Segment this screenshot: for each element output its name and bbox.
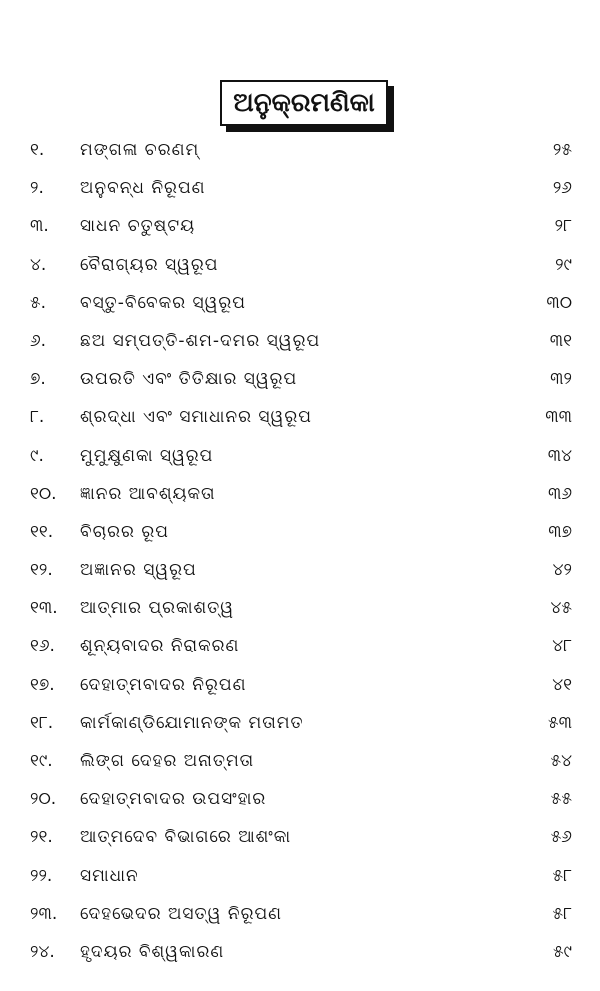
entry-page-number: ୨୮ bbox=[554, 216, 572, 237]
entry-number: ୪. bbox=[30, 254, 47, 275]
entry-page-number: ୩୪ bbox=[547, 445, 572, 466]
entry-title: ଆତ୍ମାର ପ୍ରକାଶତ୍ୱ bbox=[80, 598, 235, 619]
page-title: ଅନୁକ୍ରମଣିକା bbox=[220, 80, 388, 126]
entry-title: ଦେହଭେଦର ଅସତ୍ୱ ନିରୂପଣ bbox=[80, 903, 283, 924]
entry-page-number: ୩୨ bbox=[550, 369, 572, 390]
entry-number: ୧୭. bbox=[30, 674, 55, 695]
entry-title: ଦେହାତ୍ମବାଦର ଉପସଂହାର bbox=[80, 789, 267, 810]
entry-number: ୨୩. bbox=[30, 903, 58, 924]
entry-number: ୧୮. bbox=[30, 712, 54, 733]
toc-entry bbox=[0, 284, 600, 322]
entry-number: ୧୨. bbox=[30, 560, 53, 581]
entry-number: ୧୦. bbox=[30, 483, 57, 504]
title-frame bbox=[220, 80, 388, 126]
toc-entry bbox=[0, 360, 600, 398]
entry-number: ୧୯. bbox=[30, 751, 53, 771]
entry-title: ସାଧନ ଚତୁଷ୍ଟୟ bbox=[80, 216, 196, 237]
entry-number: ୧୩. bbox=[30, 598, 58, 619]
toc-entry bbox=[0, 322, 600, 360]
toc-entry bbox=[0, 398, 600, 436]
entry-page-number: ୪୨ bbox=[552, 560, 572, 581]
toc-entry bbox=[0, 131, 600, 169]
entry-number: ୧୧. bbox=[30, 521, 54, 542]
entry-title: ସମାଧାନ bbox=[80, 865, 139, 886]
entry-page-number: ୫୯ bbox=[552, 941, 572, 962]
entry-title: ଦେହାତ୍ମବାଦର ନିରୂପଣ bbox=[80, 674, 247, 695]
entry-number: ୨୦. bbox=[30, 789, 57, 810]
entry-page-number: ୩୧ bbox=[549, 330, 572, 351]
entry-title: ମଙ୍ଗଳା ଚରଣମ୍ bbox=[80, 140, 200, 160]
entry-number: ୨. bbox=[30, 178, 44, 199]
entry-title: ବସ୍ତୁ-ବିବେକର ସ୍ୱରୂପ bbox=[80, 292, 247, 313]
entry-title: ଅଜ୍ଞାନର ସ୍ୱରୂପ bbox=[80, 560, 197, 581]
entry-number: ୨୨. bbox=[30, 865, 53, 886]
toc-entry bbox=[0, 246, 600, 284]
entry-page-number: ୩୩ bbox=[545, 407, 572, 428]
entry-title: ଲିଙ୍ଗ ଦେହର ଅନାତ୍ମତା bbox=[80, 751, 255, 771]
entry-number: ୧୬. bbox=[30, 636, 55, 657]
entry-number: ୮. bbox=[30, 407, 45, 428]
entry-page-number: ୪୮ bbox=[552, 636, 572, 657]
entry-page-number: ୫୮ bbox=[552, 865, 572, 886]
entry-page-number: ୩୦ bbox=[546, 292, 572, 313]
toc-entry bbox=[0, 704, 600, 742]
entry-page-number: ୫୬ bbox=[550, 827, 572, 848]
toc-entry bbox=[0, 169, 600, 207]
entry-title: ହୃଦୟର ବିଶ୍ୱକାରଣ bbox=[80, 941, 225, 962]
entry-page-number: ୨୯ bbox=[555, 254, 572, 275]
toc-entry bbox=[0, 742, 600, 780]
entry-page-number: ୨୫ bbox=[552, 140, 572, 160]
toc-entry bbox=[0, 627, 600, 665]
entry-page-number: ୫୫ bbox=[550, 789, 572, 810]
entry-number: ୭. bbox=[30, 369, 46, 390]
toc-entry bbox=[0, 589, 600, 627]
toc-entry bbox=[0, 437, 600, 475]
entry-title: ଉପରତି ଏବଂ ତିତିକ୍ଷାର ସ୍ୱରୂପ bbox=[80, 369, 298, 390]
entry-number: ୧. bbox=[30, 140, 45, 160]
entry-title: ଆତ୍ମଦେବ ବିଭାଗରେ ଆଶଂକା bbox=[80, 827, 292, 848]
entry-page-number: ୨୬ bbox=[552, 178, 572, 199]
entry-title: ଛଅ ସମ୍ପତ୍ତି-ଶମ-ଦମର ସ୍ୱରୂପ bbox=[80, 330, 321, 351]
toc-entry bbox=[0, 895, 600, 933]
entry-number: ୯. bbox=[30, 445, 44, 466]
entry-page-number: ୩୬ bbox=[547, 483, 572, 504]
entry-title: ଶ୍ରଦ୍ଧା ଏବଂ ସମାଧାନର ସ୍ୱରୂପ bbox=[80, 407, 312, 428]
entry-title: ବୈରାଗ୍ୟର ସ୍ୱରୂପ bbox=[80, 254, 219, 275]
toc-entry bbox=[0, 207, 600, 245]
toc-entry bbox=[0, 857, 600, 895]
toc-entry bbox=[0, 513, 600, 551]
entry-page-number: ୪୫ bbox=[550, 598, 572, 619]
entry-page-number: ୫୪ bbox=[550, 751, 572, 771]
entry-number: ୨୪. bbox=[30, 941, 55, 962]
entry-number: ୨୧. bbox=[30, 827, 53, 848]
entry-page-number: ୩୭ bbox=[548, 521, 572, 542]
entry-title: ଅନୁବନ୍ଧ ନିରୂପଣ bbox=[80, 178, 206, 199]
entry-title: କାର୍ମକାଣ୍ଡିଯୋମାନଙ୍କ ମତାମତ bbox=[80, 712, 304, 733]
toc-entry bbox=[0, 666, 600, 704]
toc-entry bbox=[0, 933, 600, 971]
entry-page-number: ୫୮ bbox=[552, 903, 572, 924]
entry-number: ୬. bbox=[30, 330, 47, 351]
toc-entry bbox=[0, 551, 600, 589]
entry-number: ୩. bbox=[30, 216, 49, 237]
entry-page-number: ୪୧ bbox=[552, 674, 572, 695]
entry-title: ଶୂନ୍ୟବାଦର ନିରାକରଣ bbox=[80, 636, 240, 657]
entry-title: ବିଚାରର ରୂପ bbox=[80, 521, 169, 542]
entry-number: ୫. bbox=[30, 292, 47, 313]
entry-title: ମୁମୁକ୍ଷୁଣକା ସ୍ୱରୂପ bbox=[80, 445, 214, 466]
table-of-contents bbox=[0, 131, 600, 971]
toc-entry bbox=[0, 475, 600, 513]
toc-entry bbox=[0, 818, 600, 856]
toc-entry bbox=[0, 780, 600, 818]
entry-title: ଜ୍ଞାନର ଆବଶ୍ୟକତା bbox=[80, 483, 216, 504]
entry-page-number: ୫୩ bbox=[548, 712, 572, 733]
